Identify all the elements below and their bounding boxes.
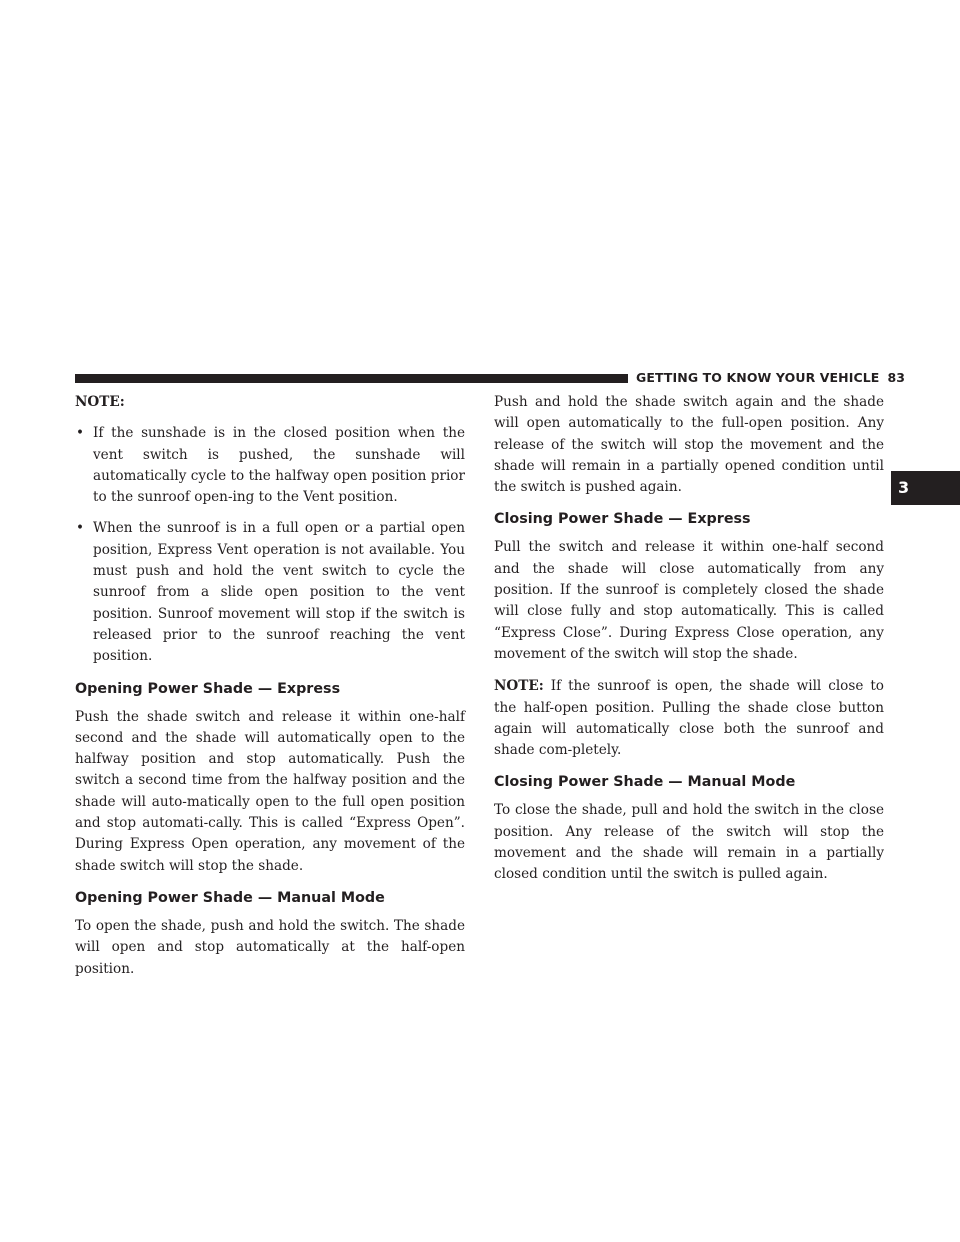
left-column (75, 392, 465, 991)
section-heading-closing-express: Closing Power Shade — Express (494, 511, 751, 528)
paragraph-opening-manual-continued: Push and hold the shade switch again and the shade will open automatically to the full-open position. Any release of the switch will stop the movement and the shade will remain in a partially opened condition until the switch is pushed again. (494, 394, 884, 496)
chapter-tab-number: 3 (898, 478, 910, 497)
paragraph-opening-manual: To open the shade, push and hold the switch. The shade will open and stop automatically at the half-open position. (75, 917, 465, 977)
bullet-glyph: • (76, 425, 85, 442)
paragraph-opening-express: Push the shade switch and release it within one-half second and the shade will automatically open to the halfway position and stop automatically. Push the switch a second time from the halfway position and the shade will auto-matically open to the full open position and stop automati-cally. This is called “Express Open”. During Express Open operation, any movement of the shade switch will stop the shade. (75, 708, 465, 874)
bullet-text: If the sunshade is in the closed position when the vent switch is pushed, the sunshade will automatically cycle to the halfway open position prior to the sunroof open-ing to the Vent position. (93, 425, 465, 506)
bullet-glyph: • (76, 520, 85, 537)
note-label: NOTE: (494, 678, 544, 695)
section-heading-opening-express: Opening Power Shade — Express (75, 680, 341, 697)
paragraph-closing-manual: To close the shade, pull and hold the switch in the close position. Any release of the switch will stop the movement and the shade will remain in a partially closed condition until the switch is pulled again. (494, 802, 884, 883)
bullet-item (75, 518, 465, 667)
note-text: If the sunroof is open, the shade will close to the half-open position. Pulling the shade close button again will automatically close both the sunroof and shade com-pletely. (494, 678, 884, 759)
chapter-title: GETTING TO KNOW YOUR VEHICLE (636, 370, 880, 385)
bullet-text: When the sunroof is in a full open or a partial open position, Express Vent operation is not available. You must push and hold the vent switch to cycle the sunroof from a slide open position to the vent position. Sunroof movement will stop if the switch is released prior to the sunroof reaching the vent position. (93, 520, 465, 665)
right-column (494, 392, 884, 897)
section-heading-closing-manual: Closing Power Shade — Manual Mode (494, 774, 796, 791)
header-rule (75, 374, 628, 383)
note-bullet-list (75, 423, 465, 667)
section-heading-opening-manual: Opening Power Shade — Manual Mode (75, 889, 385, 906)
chapter-tab (891, 471, 960, 505)
note-label: NOTE: (75, 394, 125, 410)
note-paragraph (494, 676, 884, 761)
bullet-item (75, 423, 465, 508)
running-header (636, 370, 905, 385)
page-number: 83 (887, 370, 906, 385)
paragraph-closing-express: Pull the switch and release it within one-half second and the shade will close automatically from any position. If the sunroof is completely closed the shade will close fully and stop automatically. This is called “Express Close”. During Express Close operation, any movement of the switch will stop the shade. (494, 539, 884, 662)
